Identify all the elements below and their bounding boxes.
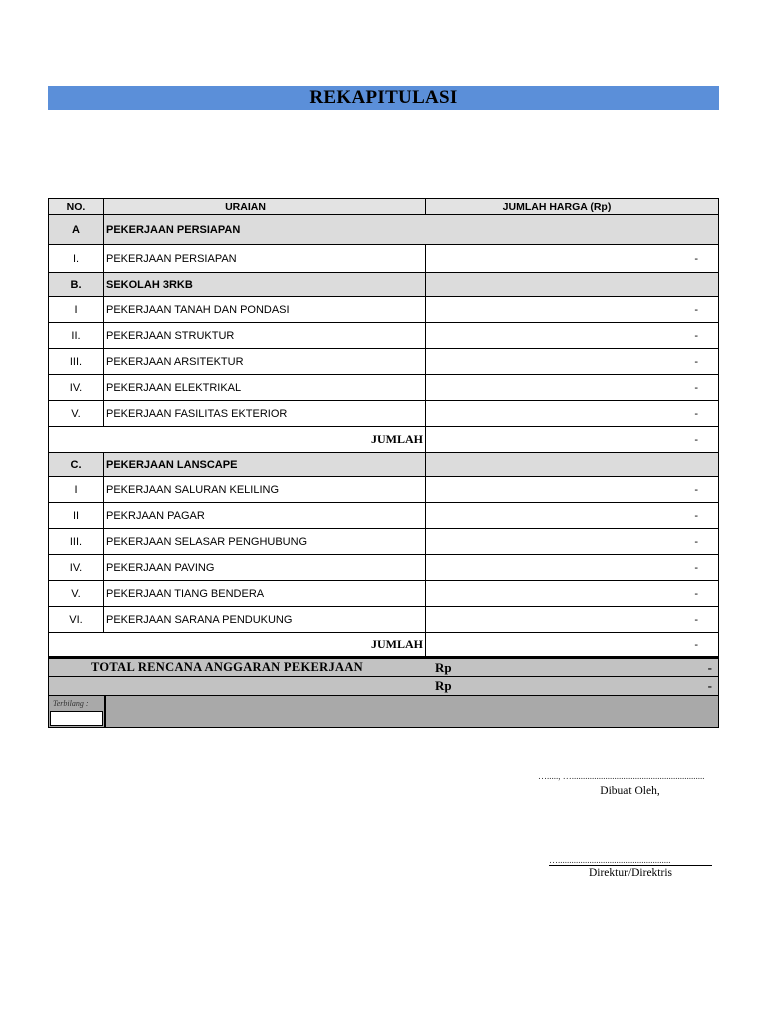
row-no: III. <box>49 529 104 554</box>
row-label: PEKERJAAN STRUKTUR <box>104 323 426 348</box>
row-no: III. <box>49 349 104 374</box>
row-value: - <box>694 561 698 574</box>
table-row <box>49 297 718 323</box>
rounded-total-row <box>49 677 718 695</box>
section-a-row <box>49 215 718 245</box>
total-amount <box>426 659 718 676</box>
row-value: - <box>694 381 698 394</box>
page-title: REKAPITULASI <box>48 86 719 110</box>
signature-position: Direktur/Direktris <box>588 867 673 879</box>
totals-block <box>49 657 718 727</box>
row-label: PEKERJAAN PERSIAPAN <box>104 245 426 272</box>
table-row <box>49 503 718 529</box>
section-a-label: PEKERJAAN PERSIAPAN <box>106 223 241 236</box>
recap-table <box>48 198 719 728</box>
subtotal-b-label: JUMLAH <box>49 427 426 452</box>
row-label: PEKERJAAN FASILITAS EKTERIOR <box>104 401 426 426</box>
section-b-row <box>49 273 718 297</box>
row-no: I. <box>49 245 104 272</box>
row-label: PEKERJAAN PAVING <box>104 555 426 580</box>
rounded-total-label <box>49 677 426 695</box>
row-no: IV. <box>49 375 104 400</box>
section-b-no: B. <box>49 273 104 296</box>
row-no: V. <box>49 581 104 606</box>
table-row <box>49 607 718 633</box>
row-value: - <box>694 303 698 316</box>
section-b-label: SEKOLAH 3RKB <box>104 273 426 296</box>
row-no: VI. <box>49 607 104 632</box>
table-row <box>49 323 718 349</box>
place-date-line: …....., …........................................................... <box>538 771 705 781</box>
made-by-label: Dibuat Oleh, <box>600 785 660 797</box>
subtotal-c-value: - <box>694 638 698 651</box>
rounded-total-currency: Rp <box>435 678 452 693</box>
subtotal-c-row <box>49 633 718 657</box>
table-row <box>49 581 718 607</box>
row-no: II. <box>49 323 104 348</box>
rounded-total-amount <box>426 677 718 695</box>
table-header <box>49 199 718 215</box>
header-jumlah: JUMLAH HARGA (Rp) <box>502 200 612 213</box>
terbilang-row <box>49 695 718 727</box>
table-row <box>49 477 718 503</box>
section-c-label: PEKERJAAN LANSCAPE <box>104 453 426 476</box>
row-value: - <box>694 509 698 522</box>
row-label: PEKERJAAN SALURAN KELILING <box>104 477 426 502</box>
table-row <box>49 375 718 401</box>
row-no: I <box>49 477 104 502</box>
total-row <box>49 659 718 677</box>
total-label: TOTAL RENCANA ANGGARAN PEKERJAAN <box>91 660 364 674</box>
row-value: - <box>694 483 698 496</box>
subtotal-c-label: JUMLAH <box>49 633 426 656</box>
section-b-value <box>426 273 718 296</box>
row-value: - <box>694 355 698 368</box>
row-value: - <box>694 587 698 600</box>
total-value: - <box>707 659 712 675</box>
header-no: NO. <box>49 199 104 214</box>
section-c-row <box>49 453 718 477</box>
header-uraian: URAIAN <box>104 199 426 214</box>
total-currency: Rp <box>435 659 452 675</box>
row-no: I <box>49 297 104 322</box>
rounded-total-value: - <box>707 678 712 693</box>
row-label: PEKRJAAN PAGAR <box>104 503 426 528</box>
row-value: - <box>694 535 698 548</box>
table-row <box>49 555 718 581</box>
row-value: - <box>694 407 698 420</box>
section-c-value <box>426 453 718 476</box>
row-no: V. <box>49 401 104 426</box>
row-value: - <box>694 613 698 626</box>
terbilang-box <box>50 711 103 726</box>
row-label: PEKERJAAN SELASAR PENGHUBUNG <box>104 529 426 554</box>
table-row <box>49 401 718 427</box>
row-value: - <box>694 329 698 342</box>
row-value: - <box>694 252 698 265</box>
section-c-no: C. <box>49 453 104 476</box>
row-no: II <box>49 503 104 528</box>
row-label: PEKERJAAN TANAH DAN PONDASI <box>104 297 426 322</box>
section-a-no: A <box>49 215 104 244</box>
terbilang-label: Terbilang : <box>53 699 89 708</box>
terbilang-text-area <box>104 696 718 727</box>
table-row <box>49 349 718 375</box>
row-label: PEKERJAAN ARSITEKTUR <box>104 349 426 374</box>
subtotal-b-row <box>49 427 718 453</box>
row-label: PEKERJAAN SARANA PENDUKUNG <box>104 607 426 632</box>
table-row <box>49 245 718 273</box>
subtotal-b-value: - <box>694 433 698 446</box>
row-no: IV. <box>49 555 104 580</box>
row-label: PEKERJAAN ELEKTRIKAL <box>104 375 426 400</box>
table-row <box>49 529 718 555</box>
terbilang-cell <box>49 696 104 727</box>
row-label: PEKERJAAN TIANG BENDERA <box>104 581 426 606</box>
signature-name-line: ….................................................. <box>549 855 712 866</box>
